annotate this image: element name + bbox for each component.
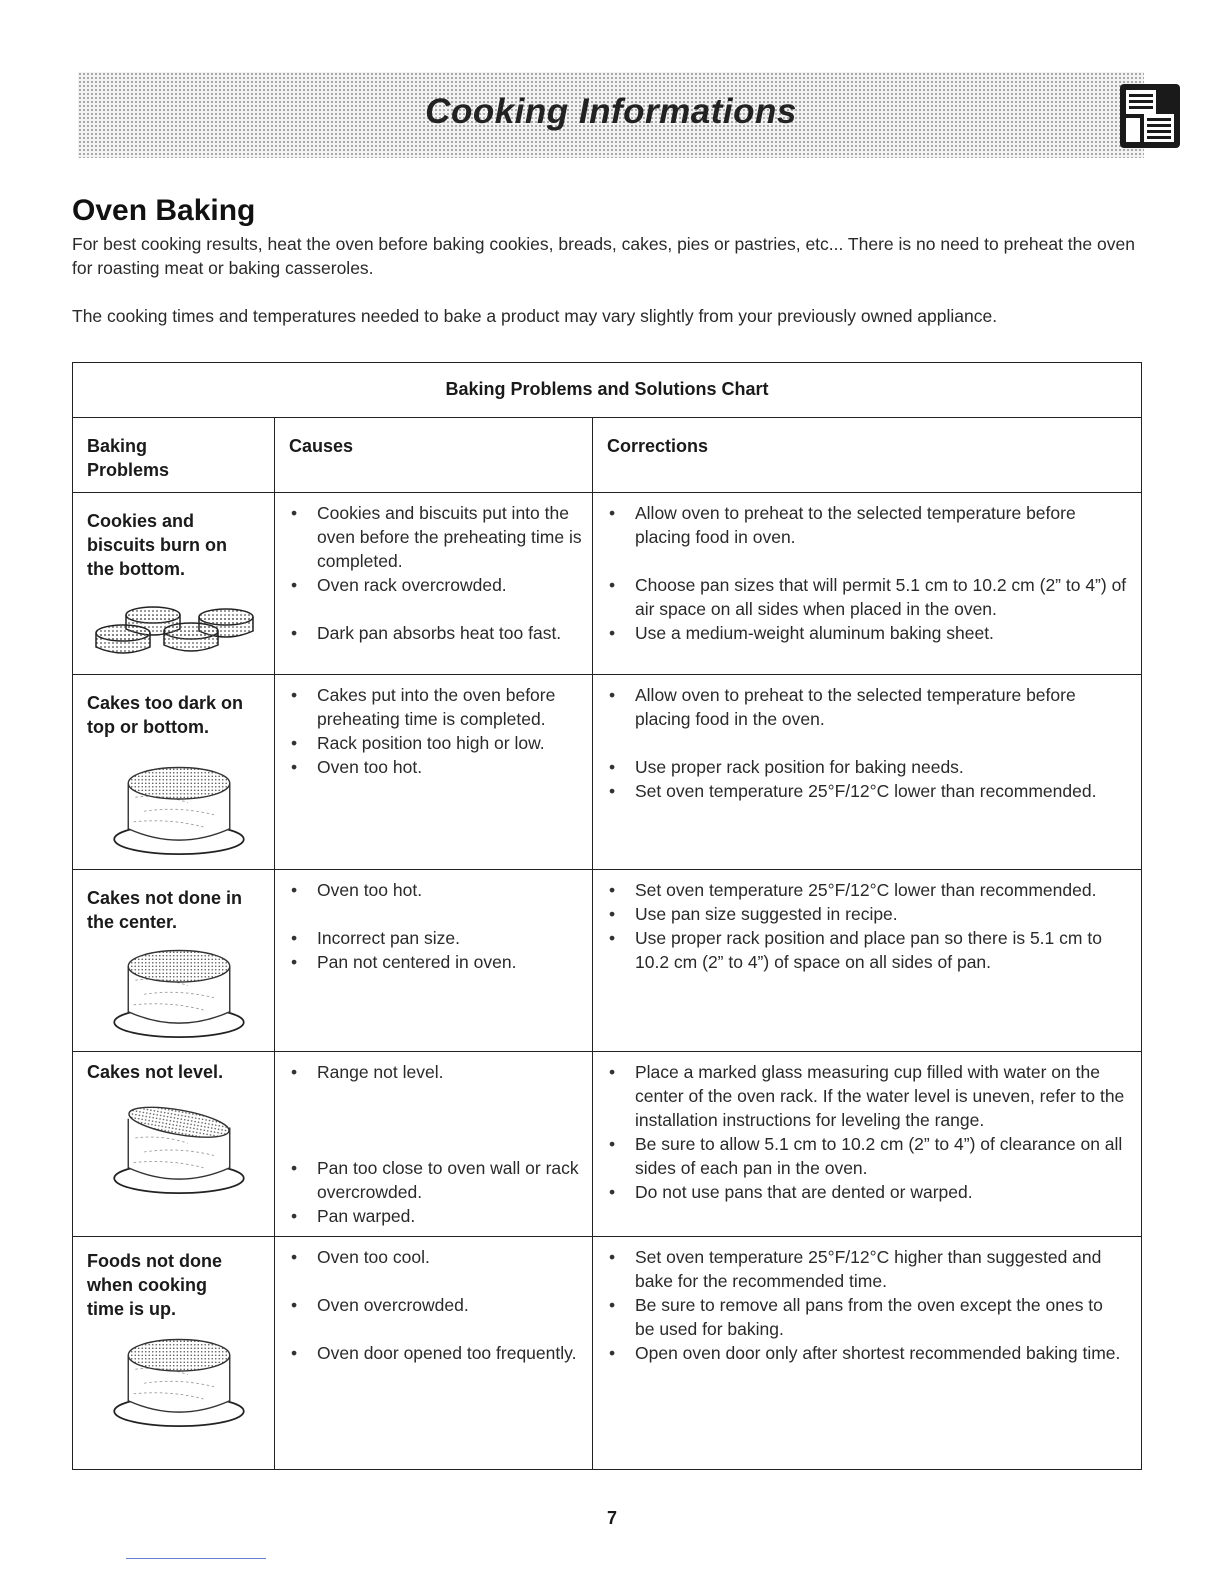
causes-list bbox=[289, 1245, 584, 1365]
list-item: • Set oven temperature 25°F/12°C higher than suggested and bake for the recommended time. bbox=[607, 1245, 1127, 1293]
list-item: • Use a medium-weight aluminum baking sheet. bbox=[607, 621, 1127, 645]
problem-label: Cakes not level. bbox=[87, 1062, 224, 1082]
list-item: • Dark pan absorbs heat too fast. bbox=[289, 621, 584, 645]
list-item: • Open oven door only after shortest recommended baking time. bbox=[607, 1341, 1127, 1365]
cake-icon bbox=[109, 1325, 249, 1431]
causes-list bbox=[289, 878, 584, 974]
list-item: • Use proper rack position for baking needs. bbox=[607, 755, 1127, 779]
list-item: • Allow oven to preheat to the selected temperature before placing food in the oven. bbox=[607, 683, 1127, 731]
section-title: Oven Baking bbox=[72, 194, 256, 227]
page-banner bbox=[78, 72, 1144, 158]
causes-list bbox=[289, 683, 584, 779]
corrections-list bbox=[607, 1060, 1127, 1204]
list-item: • Oven too cool. bbox=[289, 1245, 584, 1269]
list-item: • Set oven temperature 25°F/12°C lower than recommended. bbox=[607, 779, 1127, 803]
list-item: • Choose pan sizes that will permit 5.1 cm to 10.2 cm (2” to 4”) of air space on all sides when placed in the oven. bbox=[607, 573, 1127, 621]
intro-paragraph: The cooking times and temperatures needed to bake a product may vary slightly from your previously owned appliance. bbox=[72, 306, 998, 326]
problem-label: Foods not done when cooking time is up. bbox=[87, 1251, 222, 1319]
list-item: • Be sure to allow 5.1 cm to 10.2 cm (2” to 4”) of clearance on all sides of each pan in the oven. bbox=[607, 1132, 1127, 1180]
list-item: • Allow oven to preheat to the selected temperature before placing food in oven. bbox=[607, 501, 1127, 549]
table-row bbox=[73, 493, 1141, 675]
chart-title: Baking Problems and Solutions Chart bbox=[73, 363, 1141, 418]
list-item: • Cookies and biscuits put into the oven before the preheating time is completed. bbox=[289, 501, 584, 573]
cake-icon bbox=[109, 936, 249, 1042]
list-item: • Rack position too high or low. bbox=[289, 731, 584, 755]
list-item: • Be sure to remove all pans from the oven except the ones to be used for baking. bbox=[607, 1293, 1127, 1341]
list-item: • Oven overcrowded. bbox=[289, 1293, 584, 1317]
causes-list bbox=[289, 1060, 584, 1228]
header-corrections: Corrections bbox=[607, 436, 709, 456]
list-item: • Incorrect pan size. bbox=[289, 926, 584, 950]
table-row bbox=[73, 1237, 1141, 1469]
list-item: • Oven too hot. bbox=[289, 878, 584, 902]
table-header-row bbox=[73, 418, 1141, 493]
table-row bbox=[73, 1052, 1141, 1237]
list-item: • Use pan size suggested in recipe. bbox=[607, 902, 1127, 926]
list-item: • Range not level. bbox=[289, 1060, 584, 1084]
problem-label: Cakes too dark on top or bottom. bbox=[87, 693, 244, 737]
banner-title: Cooking Informations bbox=[425, 92, 797, 131]
header-causes: Causes bbox=[275, 418, 593, 492]
list-item: • Oven too hot. bbox=[289, 755, 584, 779]
baking-problems-chart bbox=[72, 362, 1142, 1470]
list-item: • Set oven temperature 25°F/12°C lower than recommended. bbox=[607, 878, 1127, 902]
problem-label: Cookies and biscuits burn on the bottom. bbox=[87, 511, 228, 579]
intro-paragraph: For best cooking results, heat the oven before baking cookies, breads, cakes, pies or pastries, etc... There is no need to preheat the oven for roasting meat or baking casseroles. bbox=[72, 234, 1135, 278]
list-item: • Oven rack overcrowded. bbox=[289, 573, 584, 597]
list-item: • Oven door opened too frequently. bbox=[289, 1341, 584, 1365]
cake-icon bbox=[109, 753, 249, 859]
table-row bbox=[73, 870, 1141, 1052]
corrections-list bbox=[607, 1245, 1127, 1365]
corrections-list bbox=[607, 683, 1127, 803]
tilted-cake-icon bbox=[109, 1092, 249, 1198]
list-item: • Pan too close to oven wall or rack overcrowded. bbox=[289, 1156, 584, 1204]
page-number: 7 bbox=[606, 1508, 617, 1528]
list-item: • Cakes put into the oven before preheating time is completed. bbox=[289, 683, 584, 731]
list-item: • Place a marked glass measuring cup filled with water on the center of the oven rack. If the water level is uneven, refer to the installation instructions for leveling the range. bbox=[607, 1060, 1127, 1132]
table-row bbox=[73, 675, 1141, 870]
document-pages-icon bbox=[1120, 84, 1180, 148]
corrections-list bbox=[607, 878, 1127, 974]
header-problems: Baking Problems bbox=[73, 418, 275, 492]
footer-rule bbox=[126, 1558, 266, 1559]
list-item: • Use proper rack position and place pan so there is 5.1 cm to 10.2 cm (2” to 4”) of space on all sides of pan. bbox=[607, 926, 1127, 974]
list-item: • Do not use pans that are dented or warped. bbox=[607, 1180, 1127, 1204]
causes-list bbox=[289, 501, 584, 645]
list-item: • Pan not centered in oven. bbox=[289, 950, 584, 974]
problem-label: Cakes not done in the center. bbox=[87, 888, 243, 932]
list-item: • Pan warped. bbox=[289, 1204, 584, 1228]
cookies-icon bbox=[91, 585, 261, 665]
corrections-list bbox=[607, 501, 1127, 645]
